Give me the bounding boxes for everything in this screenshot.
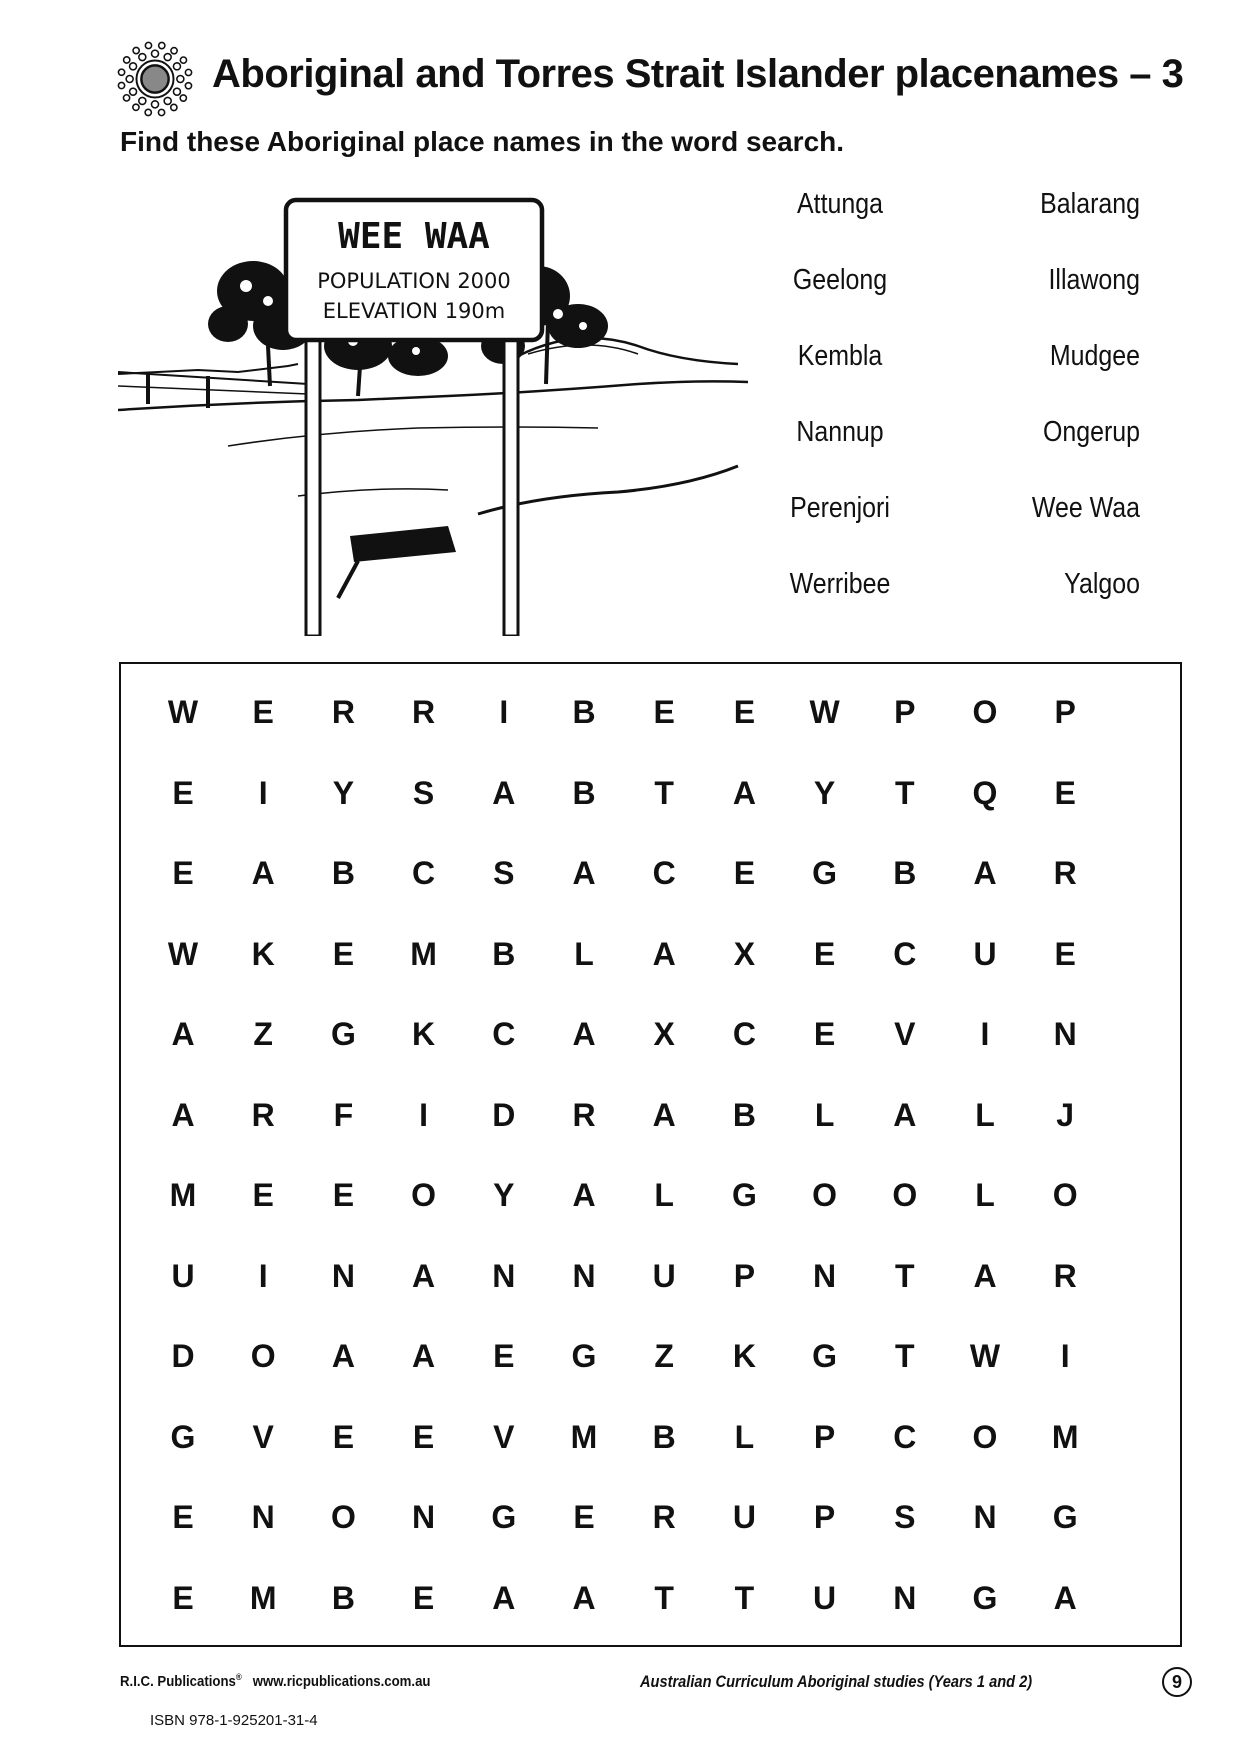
grid-letter: O [972, 1418, 998, 1455]
grid-letter: O [812, 1177, 838, 1213]
page-title: Aboriginal and Torres Strait Islander placenames – 3 [212, 52, 1184, 96]
grid-letter: N [1053, 1016, 1077, 1052]
grid-letter: L [975, 1096, 995, 1133]
grid-letter: E [332, 1418, 355, 1455]
publisher-name: R.I.C. Publications [120, 1673, 236, 1690]
grid-letter: C [652, 855, 676, 891]
grid-letter: G [731, 1177, 757, 1213]
grid-letter: E [573, 1499, 595, 1535]
grid-letter: A [251, 855, 275, 891]
grid-letter: A [412, 1338, 436, 1374]
word-list-item: Nannup [796, 416, 884, 448]
publisher-website: www.ricpublications.com.au [252, 1673, 431, 1690]
grid-letter: A [572, 1579, 596, 1616]
grid-letter: T [654, 1579, 674, 1616]
grid-letter: Z [654, 1338, 674, 1374]
sign-elevation: ELEVATION 190m [322, 299, 506, 323]
grid-letter: E [172, 1499, 194, 1535]
grid-letter: E [733, 855, 756, 891]
isbn-text: ISBN 978-1-925201-31-4 [150, 1712, 318, 1729]
grid-letter: C [492, 1016, 516, 1052]
grid-letter: E [412, 1418, 435, 1455]
grid-letter: Y [332, 774, 355, 811]
grid-letter: W [969, 1338, 1001, 1374]
grid-letter: K [732, 1338, 756, 1374]
grid-letter: P [1054, 694, 1076, 730]
grid-letter: T [895, 774, 915, 811]
grid-letter: I [258, 1257, 268, 1294]
grid-letter: E [172, 855, 194, 891]
word-list-item: Wee Waa [1031, 492, 1140, 524]
grid-letter: D [171, 1338, 195, 1374]
grid-letter: V [493, 1418, 515, 1455]
grid-letter: B [331, 1579, 355, 1616]
grid-letter: T [734, 1579, 755, 1616]
grid-letter: G [972, 1579, 998, 1616]
grid-letter: L [975, 1177, 995, 1213]
grid-letter: A [412, 1257, 436, 1294]
grid-letter: U [171, 1257, 195, 1294]
grid-letter: I [1060, 1338, 1070, 1374]
grid-letter: E [813, 935, 836, 972]
grid-letter: I [258, 774, 268, 811]
grid-letter: R [331, 694, 355, 730]
grid-letter: G [330, 1016, 356, 1052]
grid-letter: O [972, 694, 998, 730]
grid-letter: U [973, 935, 997, 972]
grid-letter: G [812, 855, 838, 891]
grid-letter: E [813, 1016, 836, 1052]
grid-letter: N [973, 1499, 997, 1535]
grid-letter: W [167, 935, 199, 972]
grid-letter: G [1052, 1499, 1078, 1535]
grid-letter: A [572, 1177, 596, 1213]
dotted-circle-icon [116, 40, 194, 118]
grid-letter: N [251, 1499, 275, 1535]
footer-series-title: Australian Curriculum Aboriginal studies (Years 1 and 2) [640, 1672, 1033, 1691]
grid-letter: K [251, 935, 275, 972]
grid-letter: Z [253, 1016, 273, 1052]
word-list-item: Geelong [792, 264, 888, 296]
grid-letter: G [571, 1338, 597, 1374]
grid-letter: U [813, 1579, 837, 1616]
grid-letter: R [572, 1096, 596, 1133]
grid-letter: I [499, 694, 509, 730]
grid-letter: C [732, 1016, 756, 1052]
grid-letter: E [252, 1177, 274, 1213]
grid-letter: N [412, 1499, 436, 1535]
word-search-grid [119, 662, 1182, 1647]
grid-letter: B [331, 855, 355, 891]
word-list-item: Balarang [1040, 188, 1140, 220]
grid-letter: B [652, 1418, 676, 1455]
grid-letter: L [734, 1418, 755, 1455]
grid-letter: A [171, 1096, 195, 1133]
grid-letter: U [652, 1257, 676, 1294]
instruction-text: Find these Aboriginal place names in the word search. [120, 126, 845, 157]
grid-letter: O [250, 1338, 276, 1374]
grid-letter: P [894, 694, 916, 730]
grid-letter: T [654, 774, 674, 811]
word-list-item: Attunga [797, 188, 883, 220]
grid-letter: E [172, 1579, 194, 1616]
grid-letter: C [893, 1418, 917, 1455]
grid-letter: I [980, 1016, 990, 1052]
grid-letter: A [171, 1016, 195, 1052]
grid-letter: O [411, 1177, 437, 1213]
word-list-item: Werribee [789, 568, 891, 600]
grid-letter: I [419, 1096, 429, 1133]
grid-letter: A [973, 855, 997, 891]
grid-letter: A [652, 935, 676, 972]
grid-letter: B [572, 774, 596, 811]
grid-letter: W [167, 694, 199, 730]
grid-letter: E [412, 1579, 435, 1616]
grid-letter: X [733, 935, 756, 972]
grid-letter: E [172, 774, 194, 811]
grid-letter: L [814, 1096, 835, 1133]
grid-letter: L [654, 1177, 674, 1213]
word-list [740, 180, 1160, 620]
grid-letter: D [492, 1096, 516, 1133]
grid-letter: J [1056, 1096, 1075, 1133]
grid-letter: B [893, 855, 917, 891]
grid-letter: F [333, 1096, 354, 1133]
sign-population: POPULATION 2000 [317, 269, 511, 293]
grid-letter: E [332, 1177, 355, 1213]
grid-letter: A [572, 855, 596, 891]
grid-letter: L [574, 935, 594, 972]
grid-letter: R [652, 1499, 676, 1535]
grid-letter: B [572, 694, 596, 730]
grid-letter: N [893, 1579, 917, 1616]
grid-letter: R [412, 694, 436, 730]
grid-letter: P [813, 1499, 836, 1535]
grid-letter: E [1054, 774, 1076, 811]
grid-letter: P [733, 1257, 756, 1294]
grid-letter: A [893, 1096, 917, 1133]
grid-letter: T [895, 1338, 915, 1374]
grid-letter: C [893, 935, 917, 972]
grid-letter: E [493, 1338, 515, 1374]
grid-letter: B [492, 935, 516, 972]
grid-letter: G [170, 1418, 196, 1455]
word-list-item: Ongerup [1042, 416, 1140, 448]
grid-letter: R [1053, 855, 1077, 891]
word-list-item: Mudgee [1049, 340, 1140, 372]
grid-letter: V [894, 1016, 916, 1052]
grid-letter: M [410, 935, 437, 972]
word-list-item: Yalgoo [1064, 568, 1140, 600]
grid-letter: N [331, 1257, 355, 1294]
grid-letter: S [493, 855, 515, 891]
grid-letter: P [813, 1418, 836, 1455]
grid-letter: E [332, 935, 355, 972]
grid-letter: M [169, 1177, 197, 1213]
grid-letter: A [652, 1096, 676, 1133]
grid-letter: A [732, 774, 756, 811]
page-number: 9 [1162, 1667, 1192, 1697]
grid-letter: E [653, 694, 675, 730]
grid-letter: N [492, 1257, 516, 1294]
grid-letter: G [491, 1499, 517, 1535]
grid-letter: M [1051, 1418, 1079, 1455]
grid-letter: R [251, 1096, 275, 1133]
sign-title: WEE WAA [338, 216, 490, 257]
grid-letter: A [331, 1338, 355, 1374]
grid-letter: E [733, 694, 756, 730]
grid-letter: Q [972, 774, 998, 811]
grid-letter: M [249, 1579, 277, 1616]
grid-letter: A [492, 1579, 516, 1616]
grid-letter: E [252, 694, 274, 730]
grid-letter: U [732, 1499, 756, 1535]
word-list-item: Kembla [797, 340, 883, 372]
grid-letter: X [653, 1016, 675, 1052]
grid-letter: S [412, 774, 435, 811]
word-list-item: Illawong [1048, 264, 1140, 296]
grid-letter: E [1054, 935, 1076, 972]
grid-letter: S [894, 1499, 916, 1535]
grid-letter: A [492, 774, 516, 811]
grid-letter: M [570, 1418, 598, 1455]
word-list-item: Perenjori [790, 492, 890, 524]
grid-letter: V [252, 1418, 274, 1455]
grid-letter: R [1053, 1257, 1077, 1294]
road-sign-illustration [118, 196, 748, 636]
grid-letter: G [812, 1338, 838, 1374]
grid-letter: Y [813, 774, 836, 811]
grid-letter: T [895, 1257, 915, 1294]
grid-letter: O [1052, 1177, 1078, 1213]
grid-letter: A [973, 1257, 997, 1294]
grid-letter: O [330, 1499, 356, 1535]
footer-publisher [120, 1672, 430, 1690]
registered-mark: ® [235, 1672, 242, 1682]
grid-letter: A [572, 1016, 596, 1052]
grid-letter: B [732, 1096, 756, 1133]
grid-letter: C [412, 855, 436, 891]
grid-letter: A [1053, 1579, 1077, 1616]
grid-letter: W [809, 694, 840, 730]
grid-letter: Y [493, 1177, 515, 1213]
grid-letter: K [412, 1016, 436, 1052]
grid-letter: N [813, 1257, 837, 1294]
grid-letter: N [572, 1257, 596, 1294]
grid-letter: O [892, 1177, 918, 1213]
